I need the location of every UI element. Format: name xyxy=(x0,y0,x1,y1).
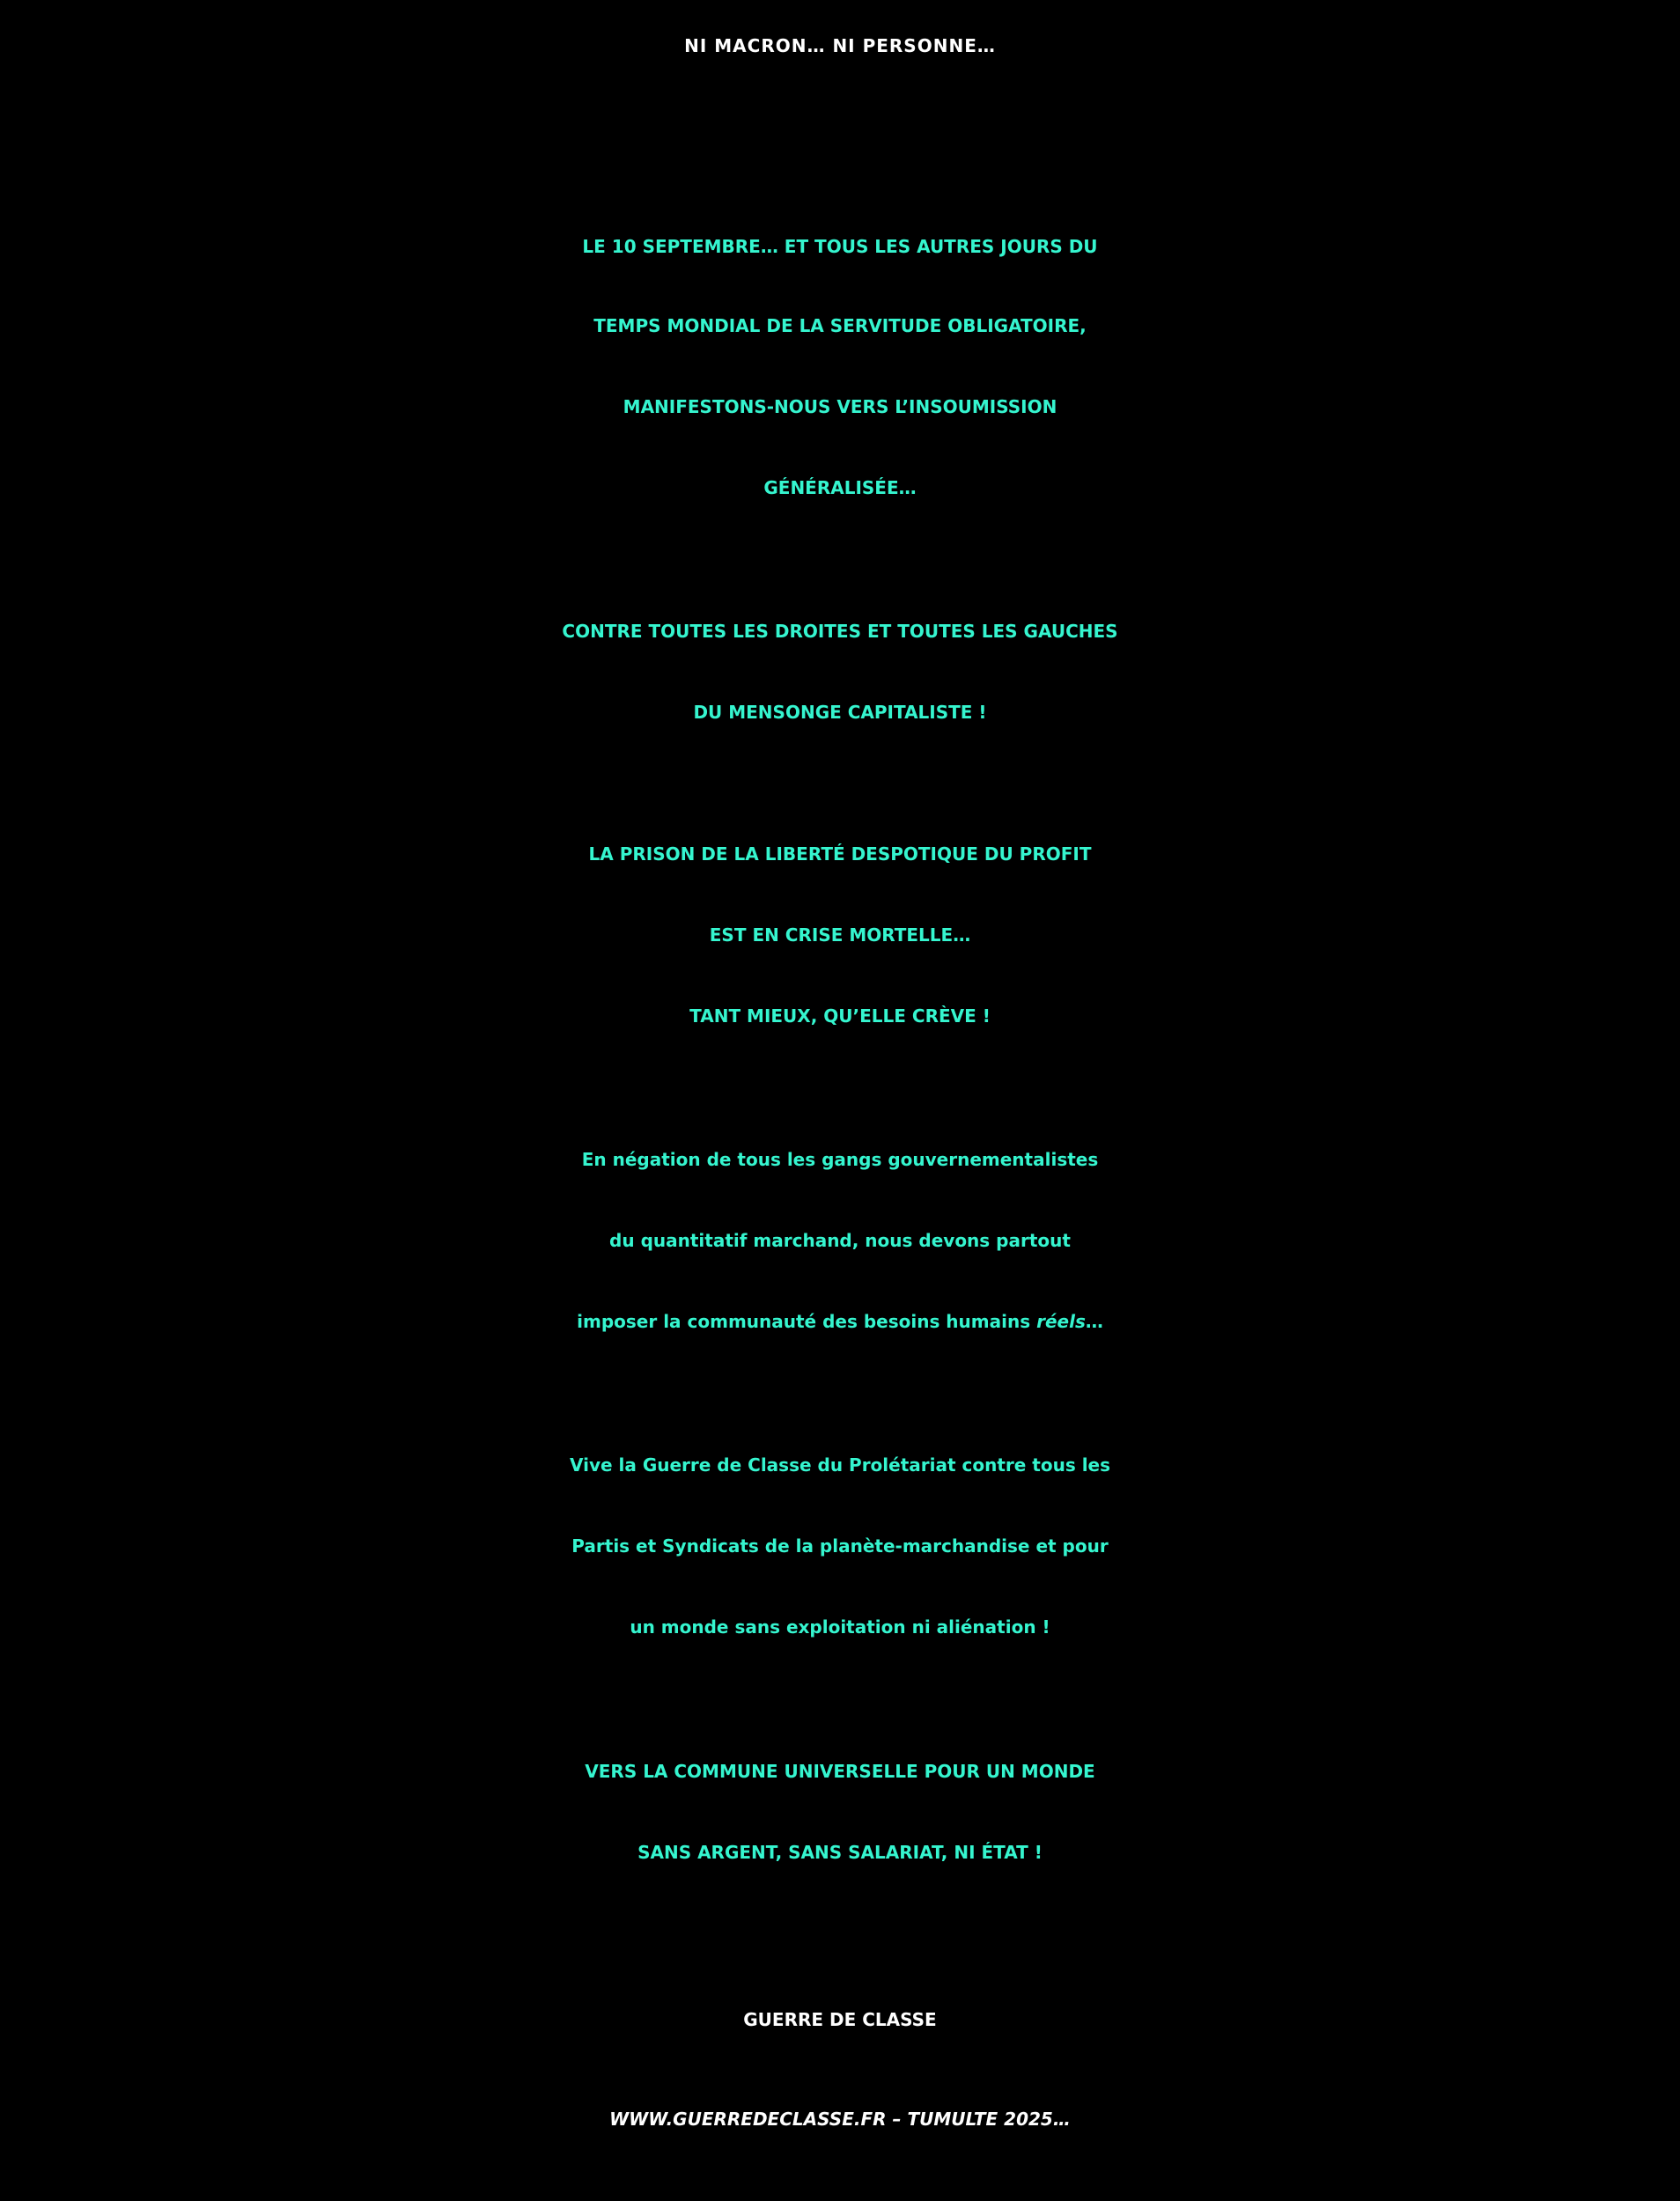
poster-title: NI MACRON… NI PERSONNE… xyxy=(684,35,996,56)
paragraph-line: CONTRE TOUTES LES DROITES ET TOUTES LES GAUCHES xyxy=(562,621,1118,642)
paragraph-line: un monde sans exploitation ni aliénation ! xyxy=(630,1616,1050,1638)
emphasized-word: réels xyxy=(1036,1311,1086,1332)
paragraph-line: TANT MIEUX, QU’ELLE CRÈVE ! xyxy=(689,1005,991,1027)
paragraph-line: MANIFESTONS-NOUS VERS L’INSOUMISSION xyxy=(623,396,1057,417)
paragraph-line: Partis et Syndicats de la planète-marchandise et pour xyxy=(571,1535,1109,1557)
paragraph-line: Vive la Guerre de Classe du Prolétariat contre tous les xyxy=(569,1454,1111,1476)
paragraph-text: … xyxy=(1085,1311,1103,1332)
paragraph-line: En négation de tous les gangs gouvernementalistes xyxy=(581,1149,1099,1170)
paragraph-line: LE 10 SEPTEMBRE… ET TOUS LES AUTRES JOURS DU xyxy=(582,236,1098,257)
paragraph-line: GÉNÉRALISÉE… xyxy=(763,477,917,498)
paragraph-line: LA PRISON DE LA LIBERTÉ DESPOTIQUE DU PROFIT xyxy=(588,843,1092,865)
footer-website: WWW.GUERREDECLASSE.FR – TUMULTE 2025… xyxy=(609,2109,1071,2130)
paragraph-line: DU MENSONGE CAPITALISTE ! xyxy=(693,702,987,723)
paragraph-line: VERS LA COMMUNE UNIVERSELLE POUR UN MONDE xyxy=(585,1761,1095,1782)
paragraph-line: du quantitatif marchand, nous devons partout xyxy=(609,1230,1071,1251)
signature: GUERRE DE CLASSE xyxy=(743,2009,937,2030)
paragraph-text: imposer la communauté des besoins humains xyxy=(577,1311,1037,1332)
paragraph-line: EST EN CRISE MORTELLE… xyxy=(709,924,971,946)
paragraph-line xyxy=(0,1311,1680,1332)
paragraph-line: TEMPS MONDIAL DE LA SERVITUDE OBLIGATOIRE, xyxy=(593,315,1087,336)
paragraph-line: SANS ARGENT, SANS SALARIAT, NI ÉTAT ! xyxy=(637,1842,1043,1863)
